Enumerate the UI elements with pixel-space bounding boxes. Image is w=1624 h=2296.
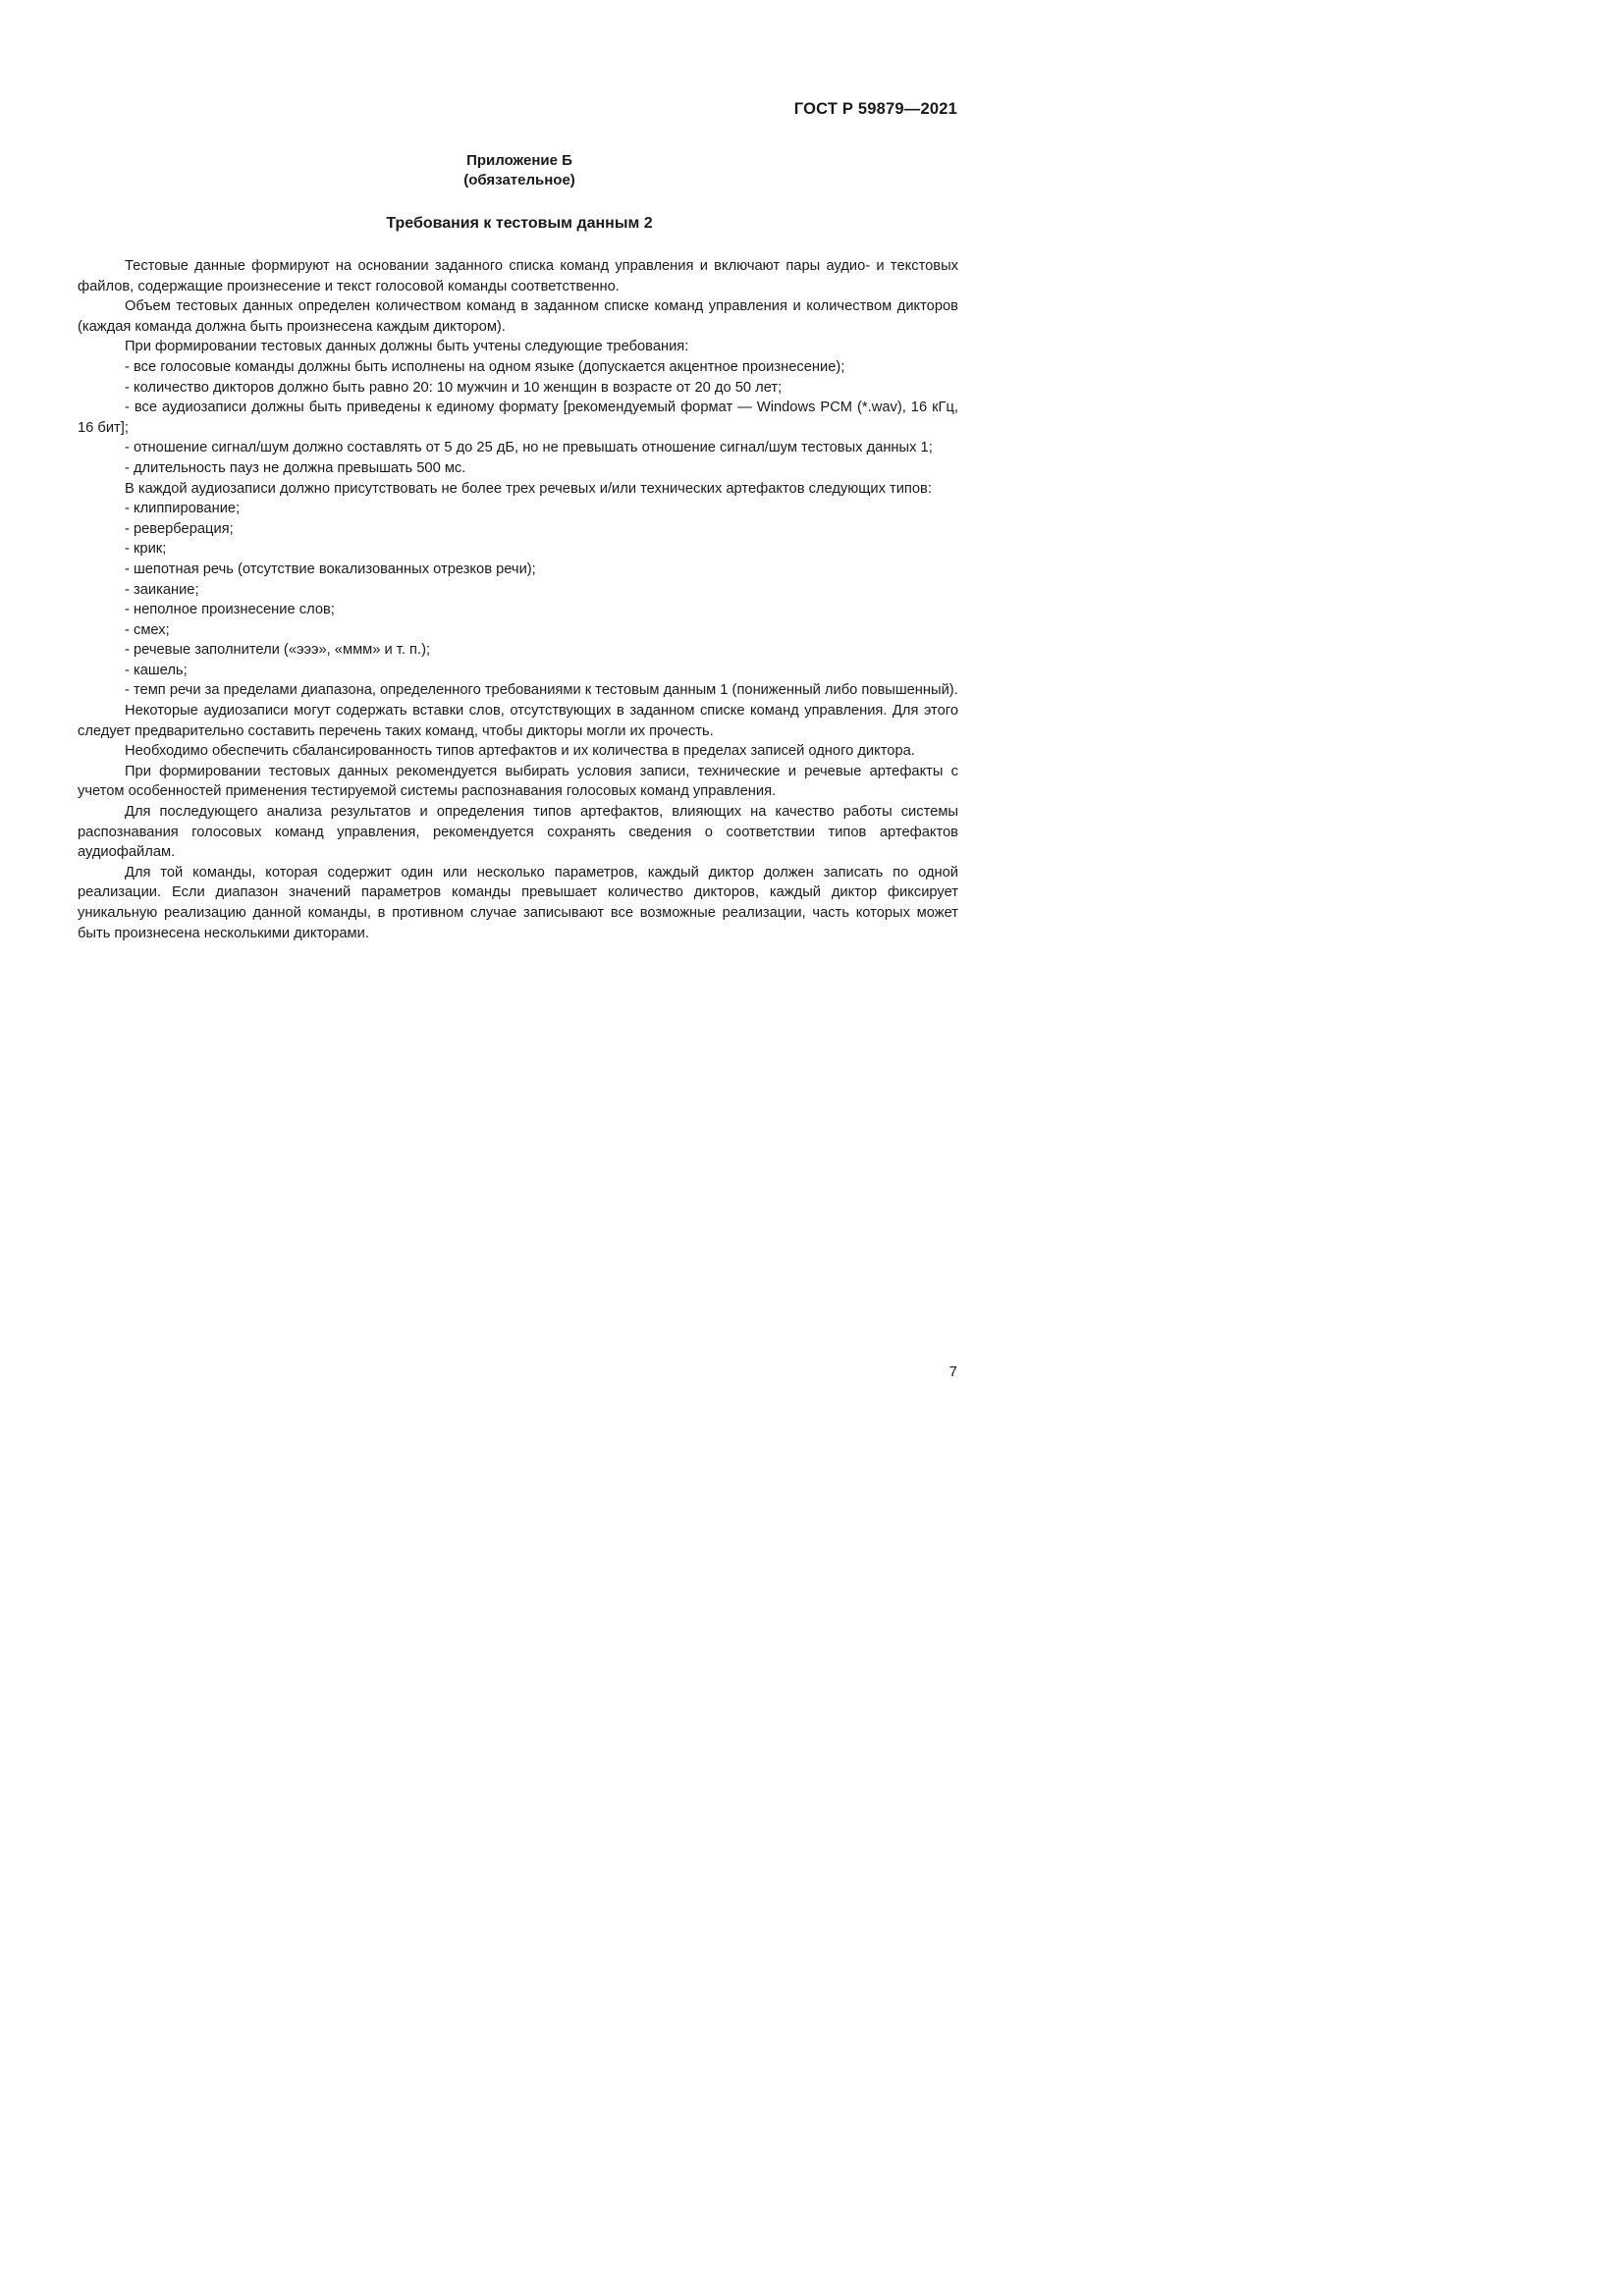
paragraph: Тестовые данные формируют на основании заданного списка команд управления и включают пары аудио- и текстовых файлов, содержащие произнесение и текст голосовой команды соответственно. xyxy=(78,258,958,294)
requirement-item: - все аудиозаписи должны быть приведены к единому формату [рекомендуемый формат — Windows PCM (*.wav), 16 кГц, 16 бит]; xyxy=(78,400,958,436)
requirement-item: - количество дикторов должно быть равно 20: 10 мужчин и 10 женщин в возрасте от 20 до 50 лет; xyxy=(125,379,783,396)
section-title: Требования к тестовым данным 2 xyxy=(386,215,653,232)
artifact-item: - клиппирование; xyxy=(125,501,241,517)
appendix-status: (обязательное) xyxy=(463,172,575,188)
paragraph: При формировании тестовых данных рекомендуется выбирать условия записи, технические и речевые артефакты с учетом особенностей применения тестируемой системы распознавания голосовых команд управления. xyxy=(78,763,958,800)
paragraph: В каждой аудиозаписи должно присутствовать не более трех речевых и/или технических артефактов следующих типов: xyxy=(125,480,932,497)
document-body xyxy=(78,256,958,943)
appendix-title: Приложение Б xyxy=(466,152,572,169)
requirement-item: - все голосовые команды должны быть исполнены на одном языке (допускается акцентное произнесение); xyxy=(125,358,845,375)
artifact-item: - смех; xyxy=(125,621,170,638)
appendix-heading xyxy=(0,151,1039,190)
paragraph: Объем тестовых данных определен количеством команд в заданном списке команд управления и количеством дикторов (каждая команда должна быть произнесена каждым диктором). xyxy=(78,298,958,335)
paragraph: Для той команды, которая содержит один или несколько параметров, каждый диктор должен записать по одной реализации. Если диапазон значений параметров команды превышает количество дикторов, каждый диктор фиксирует уникальную реализацию данной команды, в противном случае записывают все возможные реализации, часть которых может быть произнесена несколькими дикторами. xyxy=(78,864,958,941)
requirement-item: - длительность пауз не должна превышать 500 мс. xyxy=(125,459,466,476)
artifact-item: - темп речи за пределами диапазона, определенного требованиями к тестовым данным 1 (пониженный либо повышенный). xyxy=(125,682,958,699)
page-number: 7 xyxy=(948,1363,957,1380)
artifact-item: - неполное произнесение слов; xyxy=(125,602,335,618)
paragraph: Для последующего анализа результатов и определения типов артефактов, влияющих на качество работы системы распознавания голосовых команд управления, рекомендуется сохранять сведения о соответствии типов артефактов аудиофайлам. xyxy=(78,804,958,861)
artifact-item: - речевые заполнители («эээ», «ммм» и т. п.); xyxy=(125,642,431,659)
paragraph: Необходимо обеспечить сбалансированность типов артефактов и их количества в пределах записей одного диктора. xyxy=(125,743,915,760)
requirement-item: - отношение сигнал/шум должно составлять от 5 до 25 дБ, но не превышать отношение сигнал/шум тестовых данных 1; xyxy=(125,440,933,456)
paragraph: При формировании тестовых данных должны быть учтены следующие требования: xyxy=(125,339,689,355)
artifact-item: - заикание; xyxy=(125,581,199,598)
artifact-item: - реверберация; xyxy=(125,520,234,537)
document-code: ГОСТ Р 59879—2021 xyxy=(793,100,957,118)
artifact-item: - шепотная речь (отсутствие вокализованных отрезков речи); xyxy=(125,561,536,577)
paragraph: Некоторые аудиозаписи могут содержать вставки слов, отсутствующих в заданном списке команд управления. Для этого следует предварительно составить перечень таких команд, чтобы дикторы могли их прочесть. xyxy=(78,703,958,739)
artifact-item: - крик; xyxy=(125,541,167,558)
artifact-item: - кашель; xyxy=(125,662,188,678)
